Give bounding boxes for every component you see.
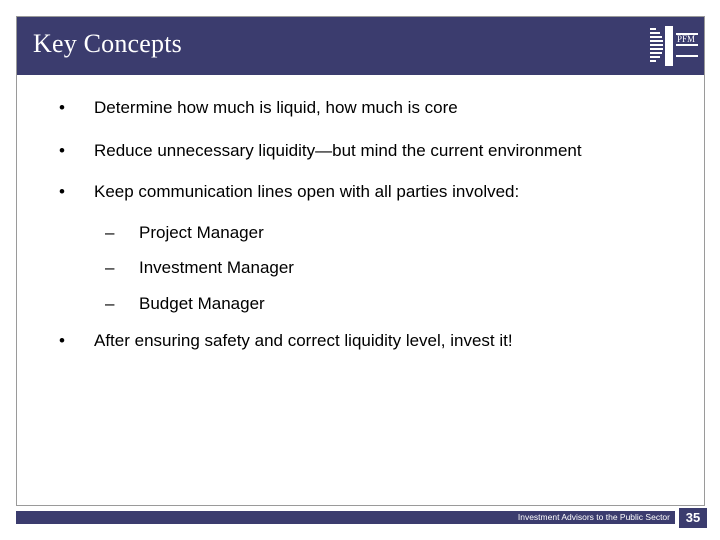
bullet-text: After ensuring safety and correct liquidity level, invest it!	[94, 331, 513, 350]
dash-marker: –	[105, 223, 115, 242]
sub-bullet-text: Project Manager	[139, 223, 264, 242]
sub-bullet-text: Budget Manager	[139, 294, 265, 313]
logo-text: PFM	[676, 34, 696, 44]
bullet-marker: •	[59, 98, 65, 117]
bullet-text: Determine how much is liquid, how much is core	[94, 98, 458, 117]
footer-tagline: Investment Advisors to the Public Sector	[517, 512, 670, 522]
bullet-text: Reduce unnecessary liquidity—but mind the current environment	[94, 141, 582, 160]
bullet-marker: •	[59, 182, 65, 201]
slide-title: Key Concepts	[33, 29, 182, 58]
bullet-marker: •	[59, 331, 65, 350]
page-number: 35	[679, 508, 707, 528]
bullet-marker: •	[59, 141, 65, 160]
sub-bullet-text: Investment Manager	[139, 258, 294, 277]
dash-marker: –	[105, 294, 115, 313]
bullet-text: Keep communication lines open with all parties involved:	[94, 182, 520, 201]
dash-marker: –	[105, 258, 115, 277]
